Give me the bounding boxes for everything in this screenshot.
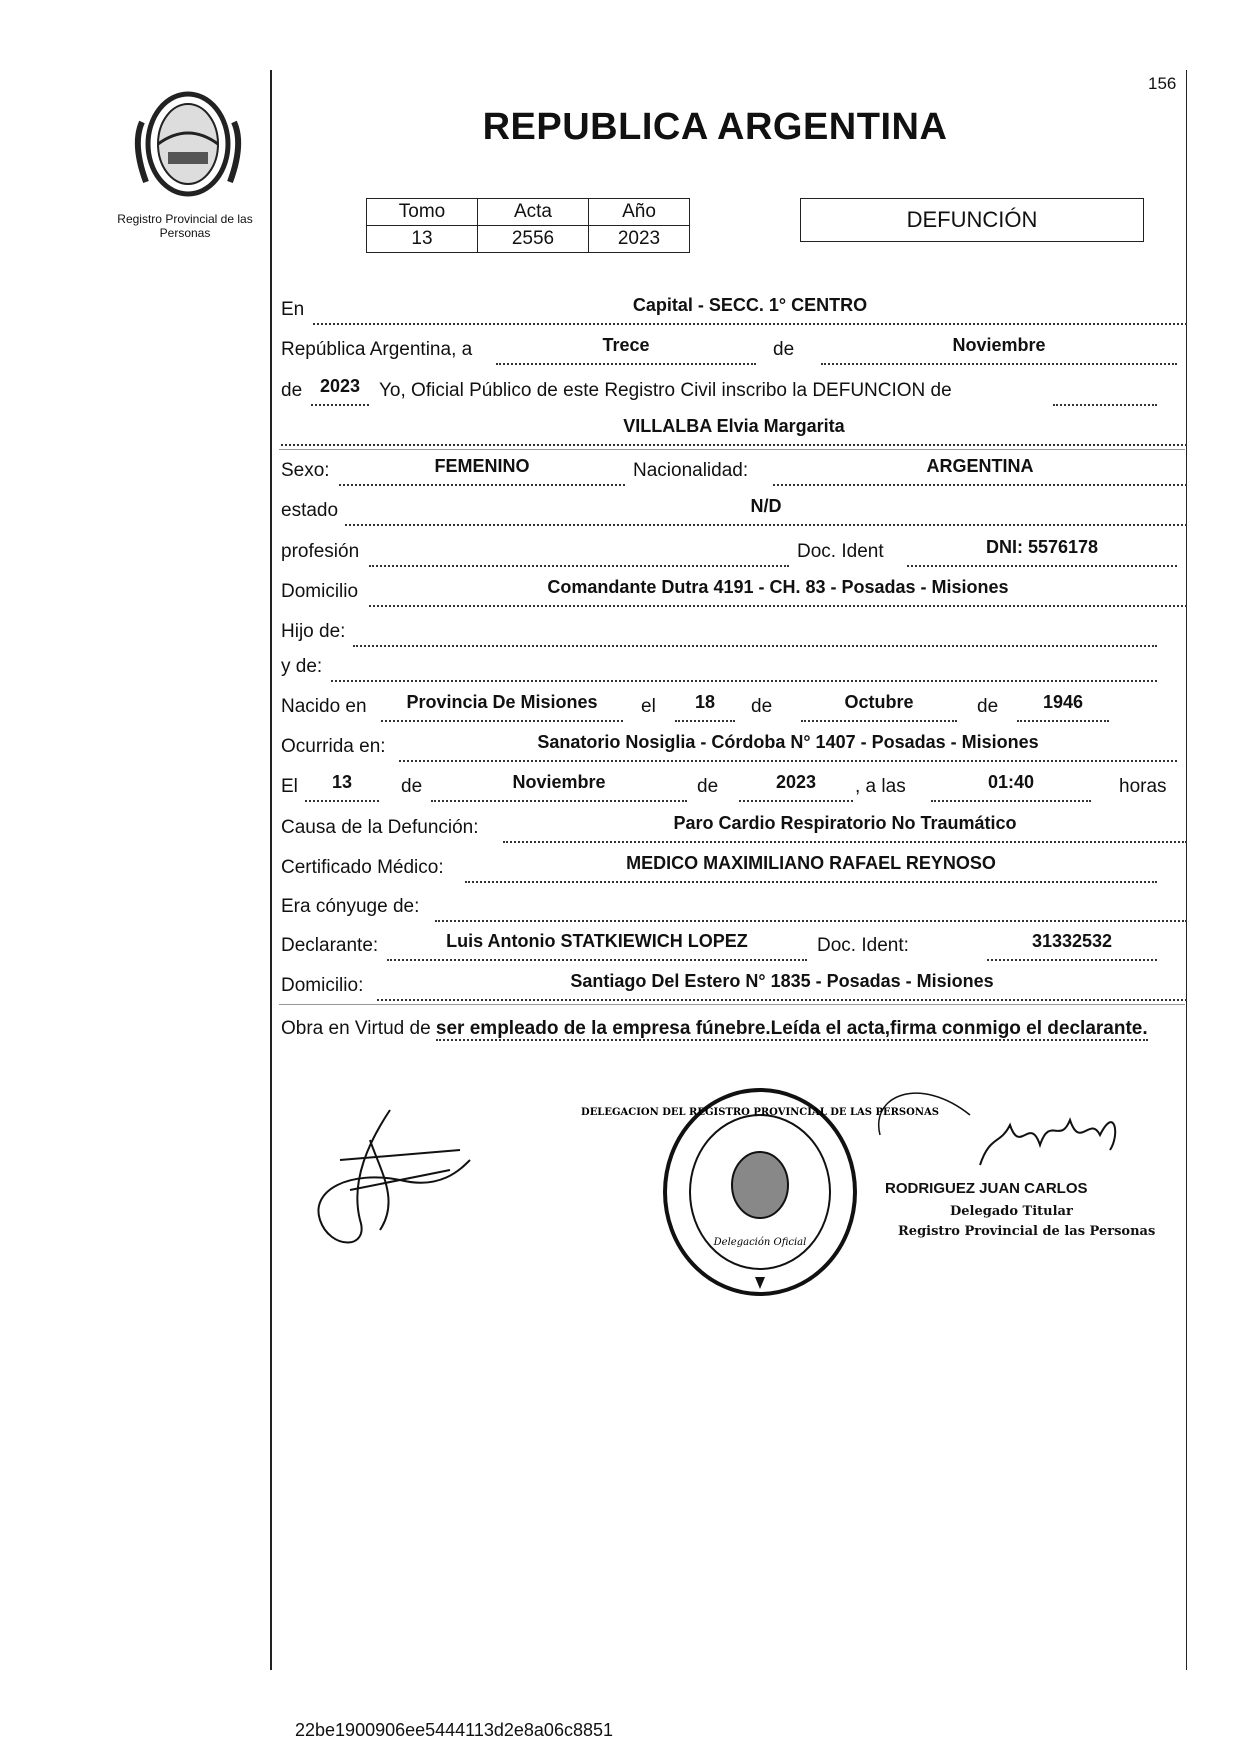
field-causa: Paro Cardio Respiratorio No Traumático xyxy=(503,817,1187,843)
field-certificado: MEDICO MAXIMILIANO RAFAEL REYNOSO xyxy=(465,857,1157,883)
province-coat-of-arms-logo xyxy=(128,82,248,202)
field-nacido-dia: 18 xyxy=(675,696,735,722)
label-republica: República Argentina, a xyxy=(281,339,473,360)
field-nacido-anio: 1946 xyxy=(1017,696,1109,722)
act-type-box: DEFUNCIÓN xyxy=(800,198,1144,242)
page-number: 156 xyxy=(1148,74,1177,93)
field-inscribo-blank xyxy=(1053,380,1157,406)
field-deceased-name: VILLALBA Elvia Margarita xyxy=(281,420,1187,446)
label-y-de: y de: xyxy=(281,656,323,677)
left-margin-rule xyxy=(270,70,272,1670)
field-profesion xyxy=(369,541,789,567)
field-ocurrida: Sanatorio Nosiglia - Córdoba N° 1407 - Posadas - Misiones xyxy=(399,736,1177,762)
label-declarante: Declarante: xyxy=(281,935,379,956)
table-value-anio: 2023 xyxy=(589,226,690,253)
label-de-1: de xyxy=(751,696,773,717)
field-estado: N/D xyxy=(345,500,1187,526)
field-nacionalidad: ARGENTINA xyxy=(773,460,1187,486)
label-year-de: de xyxy=(281,380,303,401)
label-estado: estado xyxy=(281,500,339,521)
field-domicilio: Comandante Dutra 4191 - CH. 83 - Posadas - Misiones xyxy=(369,581,1187,607)
table-header-anio: Año xyxy=(589,199,690,226)
field-declarante: Luis Antonio STATKIEWICH LOPEZ xyxy=(387,935,807,961)
registry-label: Registro Provincial de las Personas xyxy=(117,212,253,240)
label-conyuge: Era cónyuge de: xyxy=(281,896,420,917)
label-certificado: Certificado Médico: xyxy=(281,857,444,878)
label-sexo: Sexo: xyxy=(281,460,330,481)
field-doc-ident-2: 31332532 xyxy=(987,935,1157,961)
table-header-tomo: Tomo xyxy=(367,199,478,226)
label-doc-ident: Doc. Ident xyxy=(797,541,884,562)
table-value-tomo: 13 xyxy=(367,226,478,253)
label-de-3: de xyxy=(401,776,423,797)
label-obra: Obra en Virtud de xyxy=(281,1018,431,1039)
field-hora: 01:40 xyxy=(931,776,1091,802)
tomo-acta-anio-table xyxy=(366,198,690,253)
label-nacionalidad: Nacionalidad: xyxy=(633,460,749,481)
official-seal xyxy=(581,1085,939,1300)
field-en: Capital - SECC. 1° CENTRO xyxy=(313,299,1187,325)
label-en: En xyxy=(281,299,305,320)
document-title: REPUBLICA ARGENTINA xyxy=(482,106,948,148)
label-de: de xyxy=(773,339,795,360)
label-domicilio-2: Domicilio: xyxy=(281,975,364,996)
field-month: Noviembre xyxy=(821,339,1177,365)
field-muerte-mes: Noviembre xyxy=(431,776,687,802)
officer-office: Registro Provincial de las Personas xyxy=(898,1224,1156,1239)
row-separator xyxy=(279,449,1185,450)
field-nacido-mes: Octubre xyxy=(801,696,957,722)
label-el: el xyxy=(641,696,656,717)
label-de-4: de xyxy=(697,776,719,797)
field-nacido-lugar: Provincia De Misiones xyxy=(381,696,623,722)
table-value-acta: 2556 xyxy=(478,226,589,253)
field-muerte-anio: 2023 xyxy=(739,776,853,802)
document-hash: 22be1900906ee5444113d2e8a06c8851 xyxy=(295,1720,613,1740)
field-muerte-dia: 13 xyxy=(305,776,379,802)
field-domicilio-2: Santiago Del Estero N° 1835 - Posadas - Misiones xyxy=(377,975,1187,1001)
field-year: 2023 xyxy=(311,380,369,406)
label-de-2: de xyxy=(977,696,999,717)
label-hijo: Hijo de: xyxy=(281,621,346,642)
label-a-las: , a las xyxy=(855,776,906,797)
label-nacido: Nacido en xyxy=(281,696,367,717)
label-domicilio: Domicilio xyxy=(281,581,359,602)
officer-name: RODRIGUEZ JUAN CARLOS xyxy=(885,1180,1088,1197)
label-horas: horas xyxy=(1119,776,1167,797)
label-el-2: El xyxy=(281,776,298,797)
field-hijo xyxy=(353,621,1157,647)
label-ocurrida: Ocurrida en: xyxy=(281,736,386,757)
row-separator-2 xyxy=(279,1004,1185,1005)
seal-ring-text: DELEGACION DEL REGISTRO PROVINCIAL DE LAS PERSONAS xyxy=(581,1107,939,1118)
field-obra: ser empleado de la empresa fúnebre.Leída el acta,firma conmigo el declarante. xyxy=(435,1018,1148,1039)
declarant-signature xyxy=(310,1100,480,1260)
seal-inner-text: Delegación Oficial xyxy=(713,1237,807,1248)
obra-paragraph xyxy=(281,1015,1186,1043)
field-conyuge xyxy=(435,896,1187,922)
table-header-acta: Acta xyxy=(478,199,589,226)
field-doc-ident: DNI: 5576178 xyxy=(907,541,1177,567)
label-profesion: profesión xyxy=(281,541,360,562)
label-inscribo: Yo, Oficial Público de este Registro Civil inscribo la DEFUNCION de xyxy=(379,380,952,401)
label-causa: Causa de la Defunción: xyxy=(281,817,479,838)
field-day-words: Trece xyxy=(496,339,756,365)
field-sexo: FEMENINO xyxy=(339,460,625,486)
officer-role: Delegado Titular xyxy=(950,1204,1073,1219)
label-doc-ident-2: Doc. Ident: xyxy=(817,935,909,956)
field-y-de xyxy=(331,656,1157,682)
